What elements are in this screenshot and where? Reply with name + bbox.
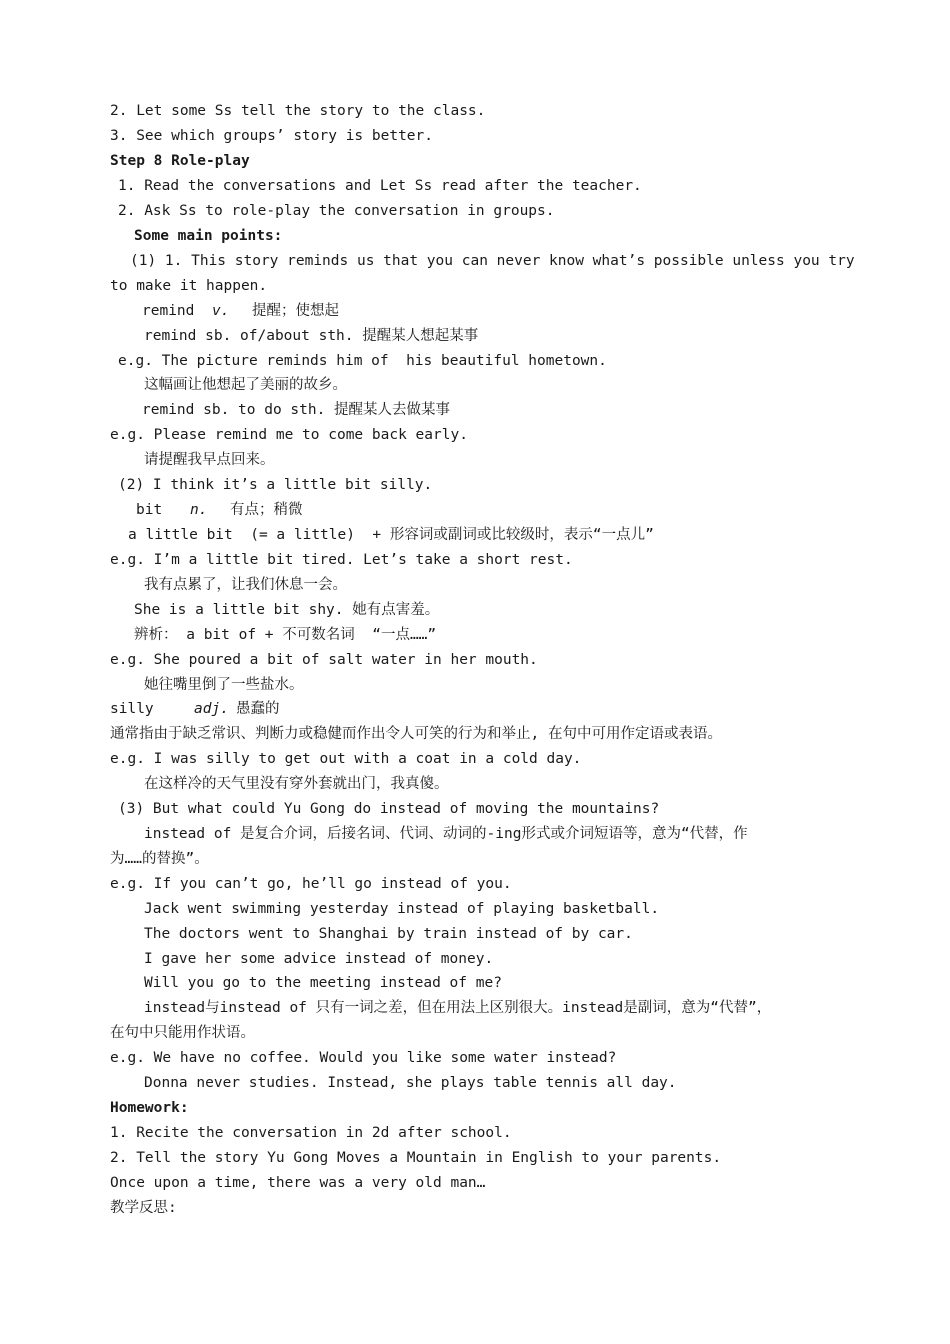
example-line: e.g. I was silly to get out with a coat in a cold day. — [110, 751, 582, 767]
example-line: Donna never studies. Instead, she plays table tennis all day. — [144, 1075, 677, 1091]
text-line: 辨析： a bit of + 不可数名词 “一点……” — [134, 627, 437, 643]
example-line: She is a little bit shy. 她有点害羞。 — [134, 602, 440, 618]
example-line: e.g. Please remind me to come back early. — [110, 427, 468, 443]
example-line: e.g. We have no coffee. Would you like some water instead? — [110, 1050, 617, 1066]
example-line: e.g. If you can’t go, he’ll go instead of you. — [110, 876, 512, 892]
text-line: 通常指由于缺乏常识、判断力或稳健而作出令人可笑的行为和举止, 在句中可用作定语或表语。 — [110, 726, 722, 742]
text-line: to make it happen. — [110, 278, 268, 294]
vocab-word: bit — [136, 502, 163, 518]
section-heading: Step 8 Role-play — [110, 153, 250, 169]
text-line: 2. Ask Ss to role-play the conversation in groups. — [118, 203, 555, 219]
translation-line: 这幅画让他想起了美丽的故乡。 — [144, 377, 347, 393]
translation-line: 她往嘴里倒了一些盐水。 — [144, 677, 304, 693]
example-line: The doctors went to Shanghai by train instead of by car. — [144, 926, 633, 942]
example-line: e.g. I’m a little bit tired. Let’s take a short rest. — [110, 552, 573, 568]
text-line: (2) I think it’s a little bit silly. — [118, 477, 433, 493]
text-line: 在句中只能用作状语。 — [110, 1025, 255, 1041]
text-line: a little bit (= a little) + 形容词或副词或比较级时，表示“一点儿” — [128, 527, 654, 543]
text-line: 1. Recite the conversation in 2d after school. — [110, 1125, 512, 1141]
text-line: Once upon a time, there was a very old man… — [110, 1175, 486, 1191]
text-line: instead of 是复合介词，后接名词、代词、动词的-ing形式或介词短语等，意为“代替，作 — [144, 826, 748, 842]
vocab-word: silly — [110, 701, 154, 717]
text-line: 2. Let some Ss tell the story to the class. — [110, 103, 486, 119]
vocab-meaning: 有点；稍微 — [230, 502, 303, 518]
vocab-meaning: 愚蠢的 — [236, 701, 280, 717]
subheading: Some main points: — [134, 228, 283, 244]
example-line: e.g. The picture reminds him of his beautiful hometown. — [118, 353, 607, 369]
vocab-pos: adj. — [194, 701, 229, 717]
text-line: 2. Tell the story Yu Gong Moves a Mountain in English to your parents. — [110, 1150, 722, 1166]
example-line: I gave her some advice instead of money. — [144, 951, 494, 967]
section-heading: Homework: — [110, 1100, 189, 1116]
text-line: 3. See which groups’ story is better. — [110, 128, 434, 144]
text-line: remind sb. to do sth. 提醒某人去做某事 — [142, 402, 451, 418]
text-line: 1. Read the conversations and Let Ss read after the teacher. — [118, 178, 642, 194]
text-line: 教学反思: — [110, 1200, 177, 1216]
example-line: e.g. She poured a bit of salt water in her mouth. — [110, 652, 538, 668]
vocab-pos: v. — [212, 303, 230, 319]
text-line: remind sb. of/about sth. 提醒某人想起某事 — [144, 328, 479, 344]
example-line: Will you go to the meeting instead of me? — [144, 975, 502, 991]
text-line: (1) 1. This story reminds us that you can never know what’s possible unless you try — [130, 253, 855, 269]
translation-line: 我有点累了，让我们休息一会。 — [144, 577, 347, 593]
text-line: instead与instead of 只有一词之差，但在用法上区别很大。instead是副词，意为“代替”， — [144, 1000, 772, 1016]
vocab-word: remind — [142, 303, 195, 319]
text-line: 为……的替换”。 — [110, 851, 209, 867]
example-line: Jack went swimming yesterday instead of playing basketball. — [144, 901, 660, 917]
vocab-meaning: 提醒；使想起 — [252, 303, 339, 319]
vocab-pos: n. — [190, 502, 208, 518]
translation-line: 在这样冷的天气里没有穿外套就出门，我真傻。 — [144, 776, 449, 792]
translation-line: 请提醒我早点回来。 — [144, 452, 275, 468]
text-line: (3) But what could Yu Gong do instead of moving the mountains? — [118, 801, 660, 817]
